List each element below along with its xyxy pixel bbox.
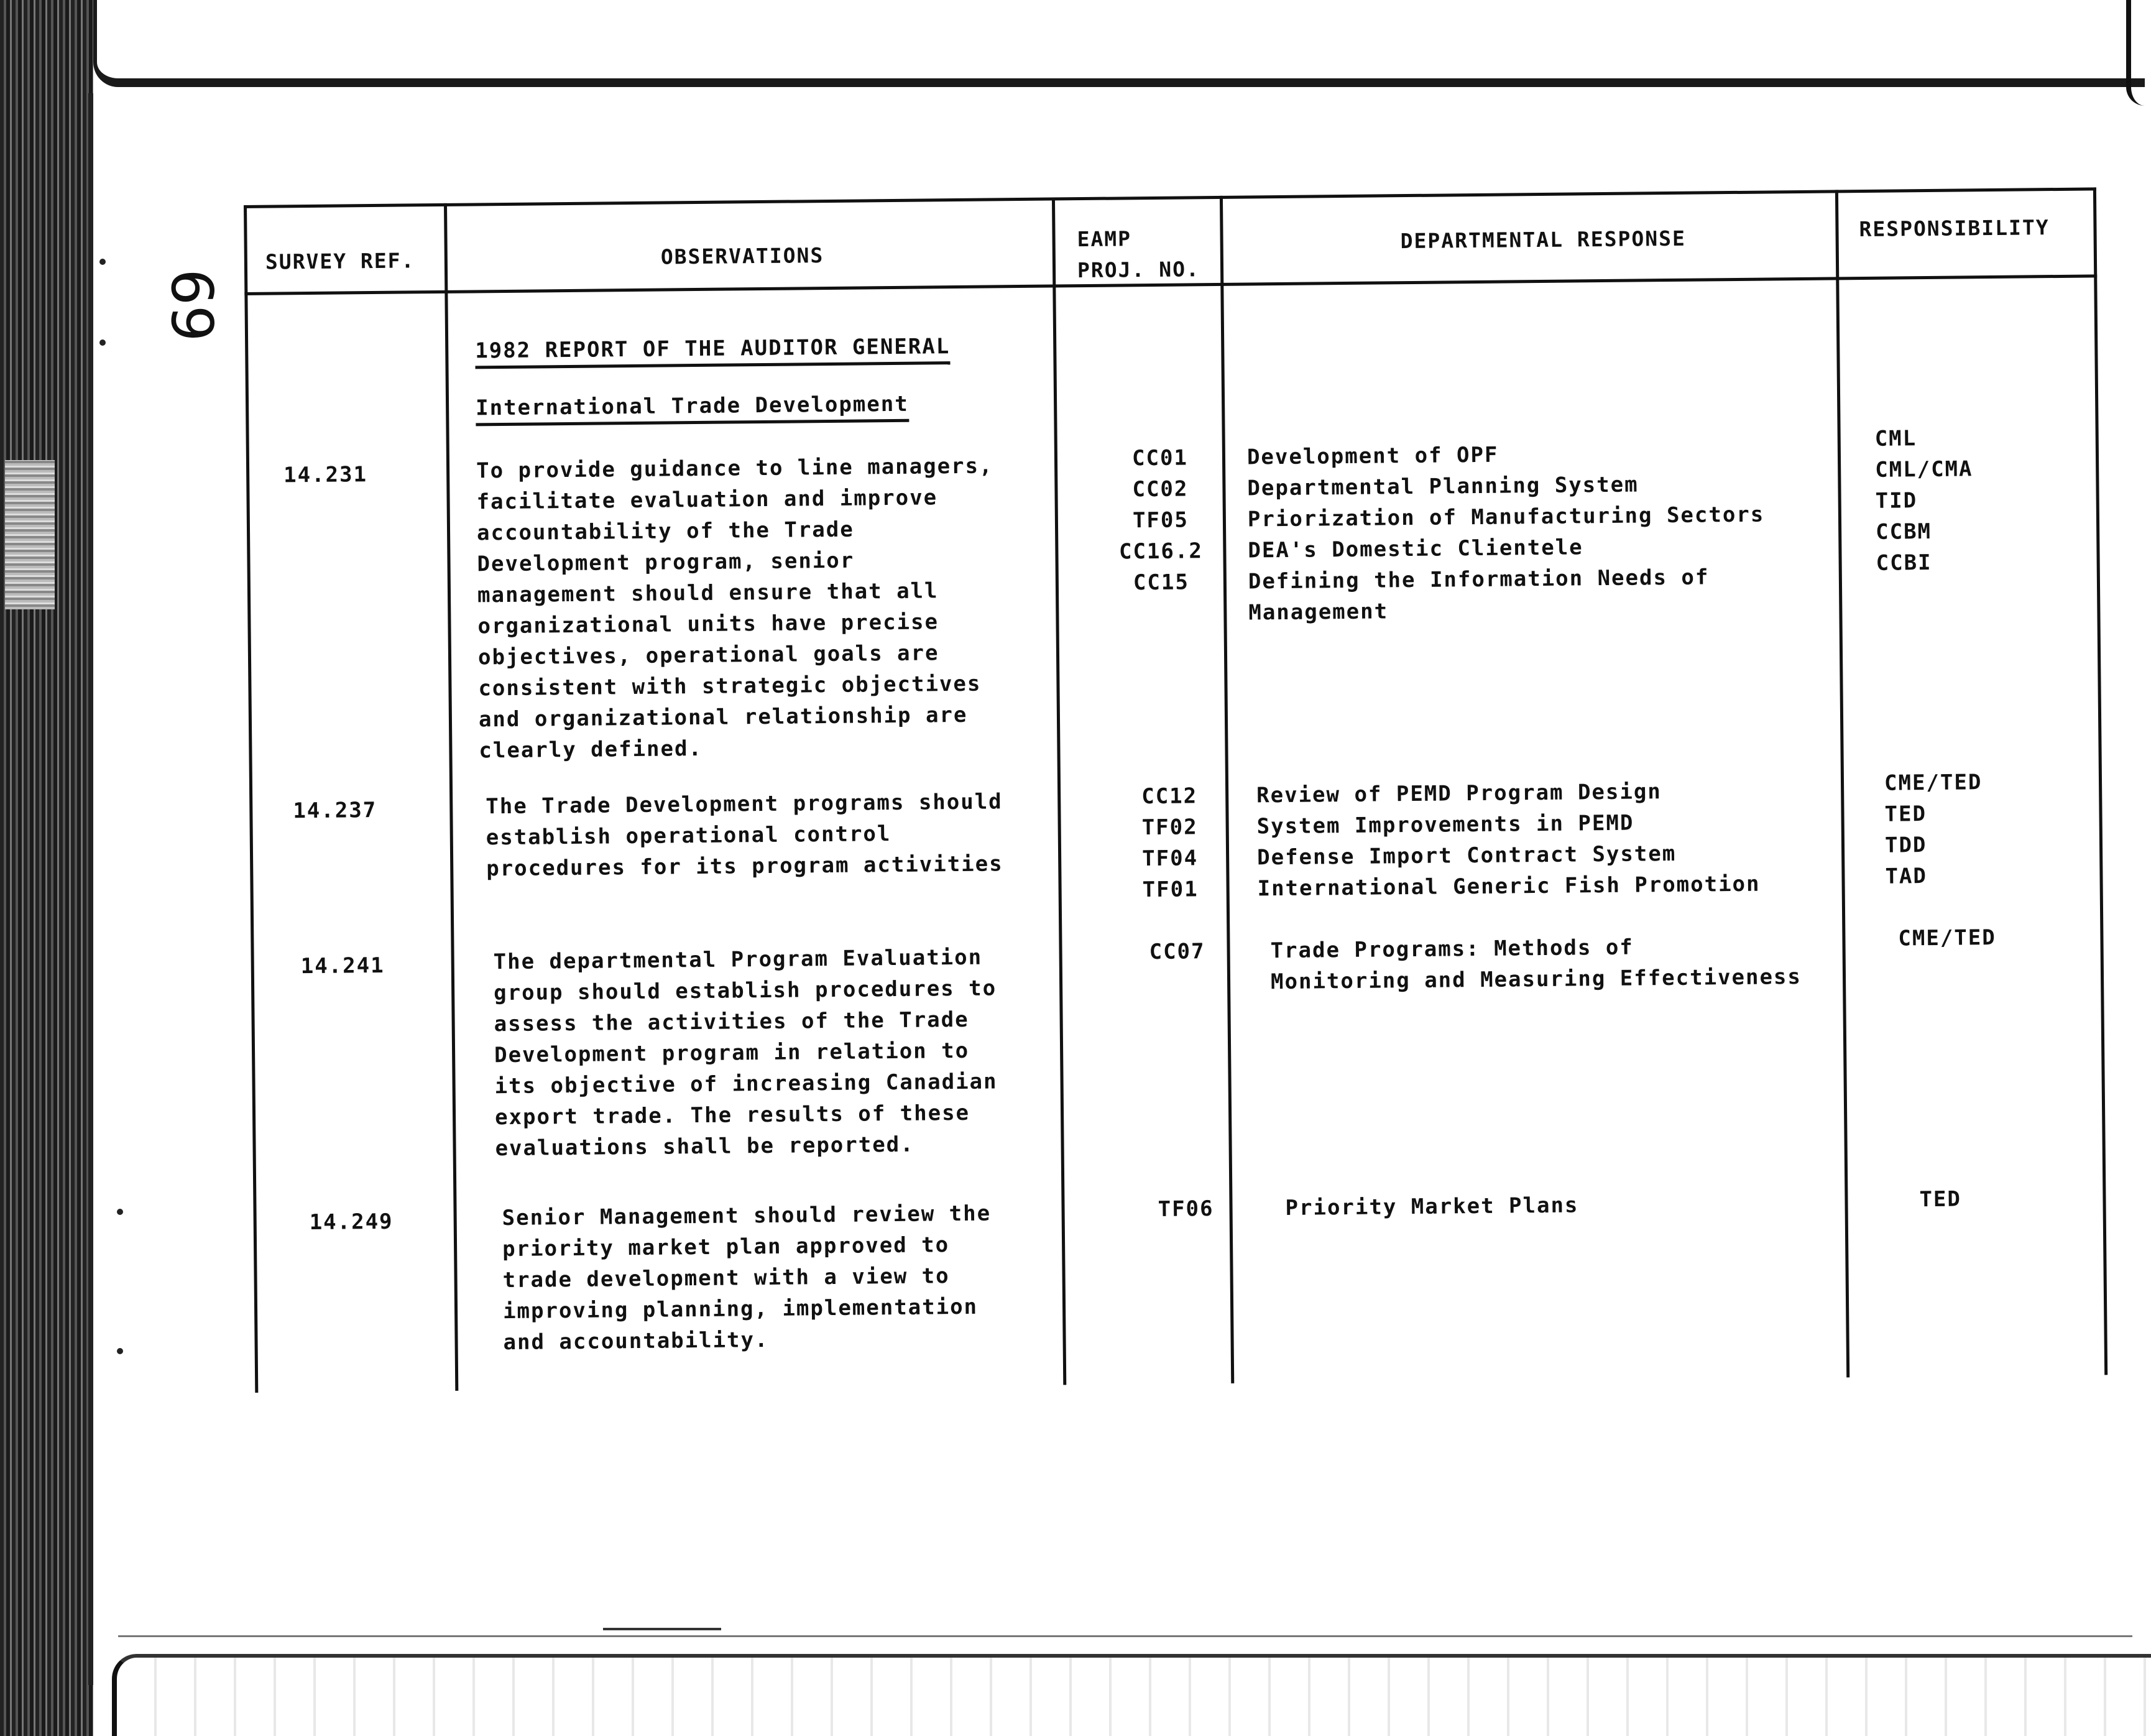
response-item: Management [1248, 599, 1389, 626]
responsibility-code: CML/CMA [1875, 456, 1973, 482]
response-list [1270, 930, 1802, 997]
observation-cell: The departmental Program Evaluation group should establish procedures to assess the activities of the Trade Development program in relation to its objective of increasing Canadian export trade. The results of these evaluations shall be reported. [493, 944, 998, 1161]
response-item: International Generic Fish Promotion [1257, 871, 1761, 902]
header-top-rule [244, 187, 2096, 208]
responsibility-list [1874, 422, 1974, 578]
responsibility-list [1898, 922, 1996, 954]
section-title: 1982 REPORT OF THE AUDITOR GENERAL [475, 334, 950, 369]
survey-ref-cell: 14.231 [283, 462, 368, 488]
project-code: TF05 [1132, 507, 1189, 533]
project-code-list [1107, 780, 1233, 906]
responsibility-code: CME/TED [1898, 925, 1996, 951]
observation-cell: Senior Management should review the priority market plan approved to trade development with a view to improving planning, implementation and accountability. [502, 1201, 992, 1355]
project-code: CC15 [1133, 570, 1190, 596]
responsibility-code: TDD [1884, 833, 1927, 858]
responsibility-code: TED [1884, 801, 1927, 827]
binder-bottom-edge [112, 1654, 2151, 1736]
audit-response-table [244, 187, 2107, 1393]
margin-dot [117, 1348, 123, 1354]
page-number-handwritten: 69 [159, 269, 225, 342]
project-code: CC16.2 [1118, 538, 1204, 565]
project-code: TF01 [1142, 877, 1199, 903]
bottom-divider-short [603, 1628, 721, 1630]
project-code-list [1115, 936, 1239, 968]
project-code: CC02 [1132, 476, 1189, 502]
survey-ref-cell: 14.241 [300, 953, 385, 979]
response-item: Defense Import Contract System [1256, 841, 1677, 870]
margin-dot [117, 1209, 123, 1215]
project-code: TF02 [1141, 815, 1198, 841]
project-code-list [1098, 442, 1223, 599]
response-list [1285, 1189, 1578, 1224]
column-rule [444, 203, 458, 1391]
response-item: Departmental Planning System [1247, 472, 1639, 501]
responsibility-list [1884, 767, 1983, 892]
responsibility-code: TED [1919, 1186, 1962, 1212]
response-item: System Improvements in PEMD [1256, 810, 1634, 839]
column-rule [1835, 190, 1849, 1377]
responsibility-code: CME/TED [1884, 770, 1983, 796]
page-left-border [88, 93, 93, 1685]
response-item: Priorization of Manufacturing Sectors [1247, 502, 1765, 532]
column-rule [2093, 187, 2107, 1375]
response-item: DEA's Domestic Clientele [1248, 535, 1583, 563]
project-code: CC07 [1149, 939, 1205, 965]
header-responsibility: RESPONSIBILITY [1859, 215, 2050, 242]
project-code: TF06 [1158, 1196, 1214, 1222]
response-list [1256, 775, 1761, 905]
response-item: Monitoring and Measuring Effectiveness [1270, 964, 1802, 995]
margin-dot [99, 259, 106, 265]
responsibility-code: CCBM [1875, 519, 1932, 545]
header-departmental-response: DEPARTMENTAL RESPONSE [1400, 226, 1687, 254]
binder-edge [0, 0, 93, 1736]
responsibility-code: TID [1875, 488, 1918, 514]
survey-ref-cell: 14.249 [309, 1209, 394, 1235]
project-code: CC01 [1131, 445, 1189, 471]
response-item: Defining the Information Needs of [1248, 565, 1710, 594]
survey-ref-cell: 14.237 [293, 797, 377, 824]
response-item: Development of OPF [1246, 442, 1499, 470]
response-item: Priority Market Plans [1285, 1193, 1579, 1221]
column-rule [244, 205, 258, 1393]
header-proj-no: PROJ. NO. [1077, 257, 1200, 283]
project-code-list [1123, 1193, 1248, 1226]
response-item: Trade Programs: Methods of [1270, 935, 1634, 964]
responsibility-list [1919, 1184, 1961, 1216]
bottom-divider [118, 1635, 2132, 1637]
project-code: CC12 [1141, 783, 1198, 810]
section-subtitle: International Trade Development [476, 392, 909, 427]
page-corner-curl [2126, 0, 2151, 106]
observation-cell: The Trade Development programs should establish operational control procedures for its program activities [486, 789, 1003, 882]
margin-dot [99, 339, 106, 346]
binder-edge-patch [5, 460, 55, 609]
responsibility-code: CML [1874, 426, 1917, 451]
response-list [1247, 437, 1766, 629]
responsibility-code: TAD [1885, 864, 1928, 889]
header-survey-ref: SURVEY REF. [265, 248, 415, 274]
responsibility-code: CCBI [1876, 550, 1932, 576]
header-eamp: EAMP [1077, 226, 1132, 252]
observation-cell: To provide guidance to line managers, facilitate evaluation and improve accountability of the Trade Development program, senior management should ensure that all organizational units have precise objectives, operational goals are consistent with strategic objectives and organizational relationship are clearly defined. [476, 453, 993, 764]
page-top-fold [93, 0, 2145, 87]
project-code: TF04 [1142, 846, 1199, 872]
response-item: Review of PEMD Program Design [1256, 779, 1662, 808]
header-observations: OBSERVATIONS [660, 243, 824, 269]
